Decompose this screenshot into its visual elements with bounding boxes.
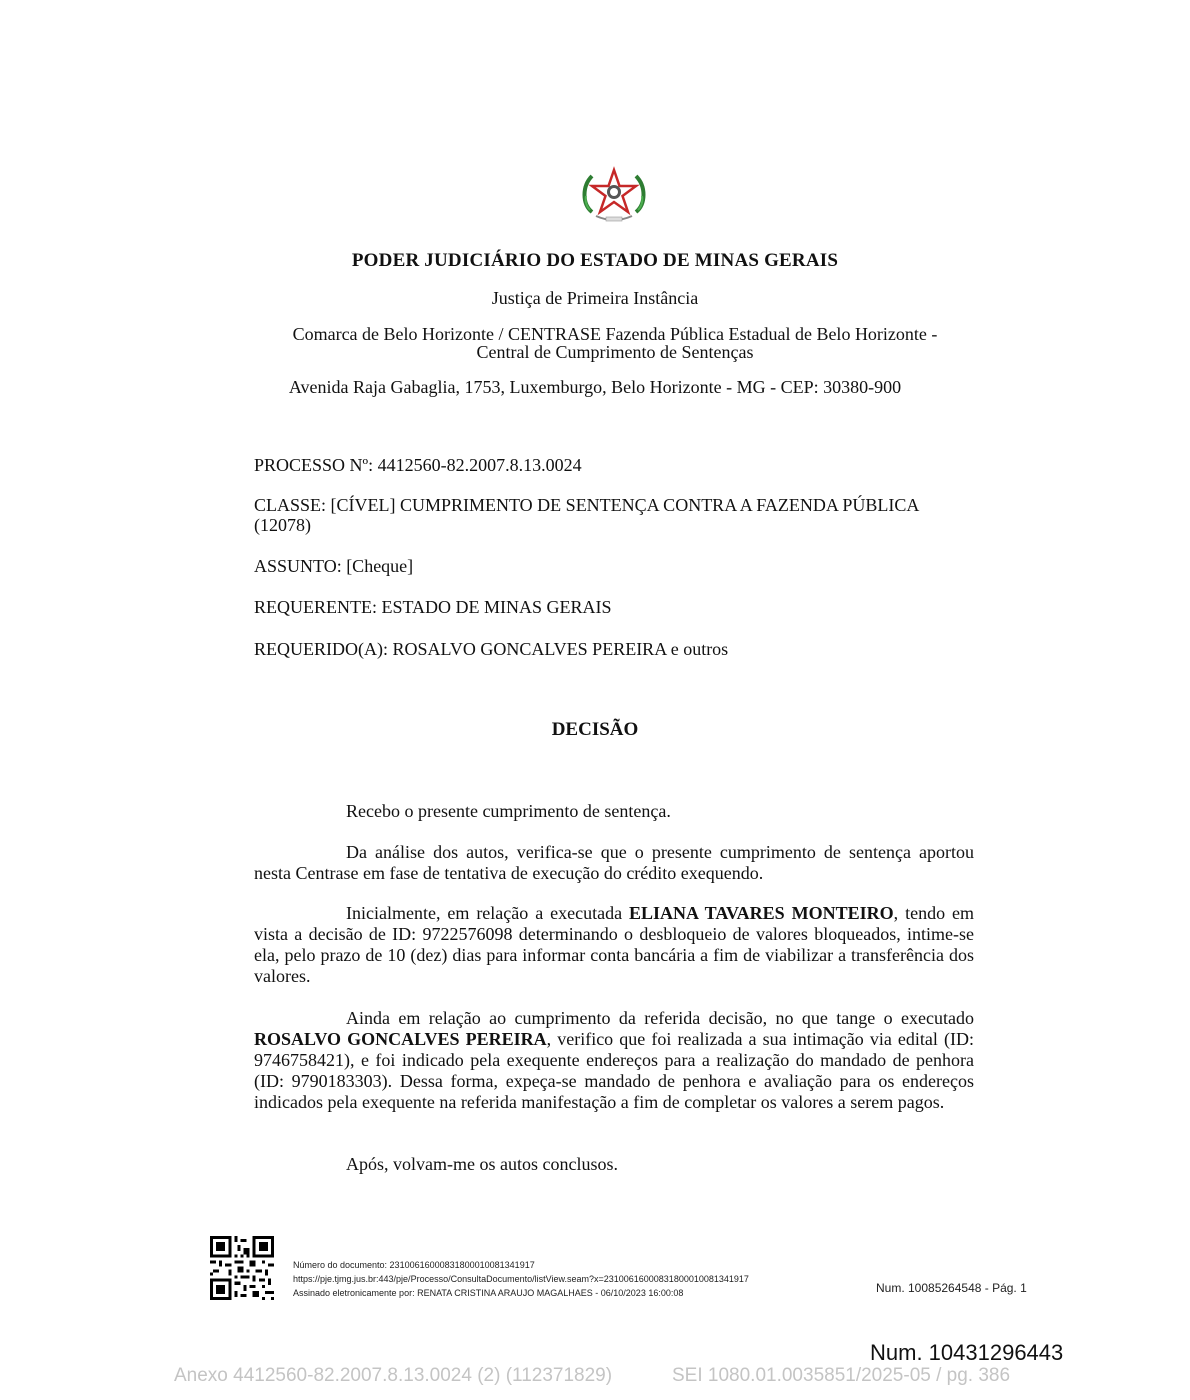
paragraph-1-text: Recebo o presente cumprimento de sentença.	[346, 801, 671, 821]
annex-watermark: Anexo 4412560-82.2007.8.13.0024 (2) (112371829)	[174, 1365, 613, 1386]
paragraph-2	[254, 842, 974, 884]
paragraph-3-post: , tendo em vista a decisão de ID: 9722576098 determinando o desbloqueio de valores bloqueados, intime-se ela, pelo prazo de 10 (dez) dias para informar conta bancária a fim de viabilizar a transferência dos valores.	[254, 903, 974, 986]
footer-page-number: Num. 10085264548 - Pág. 1	[876, 1281, 1027, 1295]
paragraph-2-text: Da análise dos autos, verifica-se que o presente cumprimento de sentença aportou nesta Centrase em fase de tentativa de execução do crédito exequendo.	[254, 842, 974, 883]
paragraph-5-text: Após, volvam-me os autos conclusos.	[346, 1154, 618, 1174]
requerido: REQUERIDO(A): ROSALVO GONCALVES PEREIRA e outros	[254, 639, 729, 659]
classe-block	[254, 495, 974, 535]
document-stamp-number: Num. 10431296443	[870, 1340, 1064, 1365]
footer-doc-number: Número do documento: 23100616000831800010081341917	[293, 1260, 535, 1270]
coat-of-arms-seal	[578, 166, 650, 226]
decision-heading: DECISÃO	[551, 719, 639, 740]
qr-code	[210, 1236, 274, 1300]
classe-line-2: (12078)	[254, 515, 311, 535]
comarca-block	[200, 325, 1030, 361]
footer-doc-url[interactable]: https://pje.tjmg.jus.br:443/pje/Processo/ConsultaDocumento/listView.seam?x=23100616000831800010081341917	[293, 1274, 749, 1284]
paragraph-4	[254, 1008, 974, 1113]
requerente: REQUERENTE: ESTADO DE MINAS GERAIS	[254, 597, 612, 617]
comarca-line-1: Comarca de Belo Horizonte / CENTRASE Fazenda Pública Estadual de Belo Horizonte -	[292, 324, 938, 344]
court-title: PODER JUDICIÁRIO DO ESTADO DE MINAS GERAIS	[351, 250, 839, 271]
paragraph-4-post: , verifico que foi realizada a sua intimação via edital (ID: 9746758421), e foi indicado pela exequente endereços para a realização do mandado de penhora (ID: 9790183303). Dessa forma, expeça-se mandado de penhora e avaliação para os endereços indicados pela exequente na referida manifestação a fim de completar os valores a serem pagos.	[254, 1029, 975, 1112]
paragraph-5	[254, 1154, 974, 1175]
paragraph-3	[254, 903, 974, 987]
classe-line-1: CLASSE: [CÍVEL] CUMPRIMENTO DE SENTENÇA CONTRA A FAZENDA PÚBLICA	[254, 495, 920, 515]
paragraph-3-pre: Inicialmente, em relação a executada	[346, 903, 630, 923]
footer-signature: Assinado eletronicamente por: RENATA CRISTINA ARAUJO MAGALHAES - 06/10/2023 16:00:08	[293, 1288, 684, 1298]
processo-number: PROCESSO Nº: 4412560-82.2007.8.13.0024	[254, 455, 582, 475]
paragraph-1	[254, 801, 974, 822]
assunto: ASSUNTO: [Cheque]	[254, 556, 414, 576]
paragraph-4-pre: Ainda em relação ao cumprimento da referida decisão, no que tange o executado	[346, 1008, 974, 1028]
executed-party-name-1: ELIANA TAVARES MONTEIRO	[629, 903, 894, 923]
sei-watermark: SEI 1080.01.0035851/2025-05 / pg. 386	[672, 1365, 1011, 1386]
executed-party-name-2: ROSALVO GONCALVES PEREIRA	[254, 1029, 547, 1049]
comarca-line-2: Central de Cumprimento de Sentenças	[476, 342, 754, 362]
court-address: Avenida Raja Gabaglia, 1753, Luxemburgo, Belo Horizonte - MG - CEP: 30380-900	[288, 377, 902, 397]
court-instance: Justiça de Primeira Instância	[491, 288, 699, 308]
